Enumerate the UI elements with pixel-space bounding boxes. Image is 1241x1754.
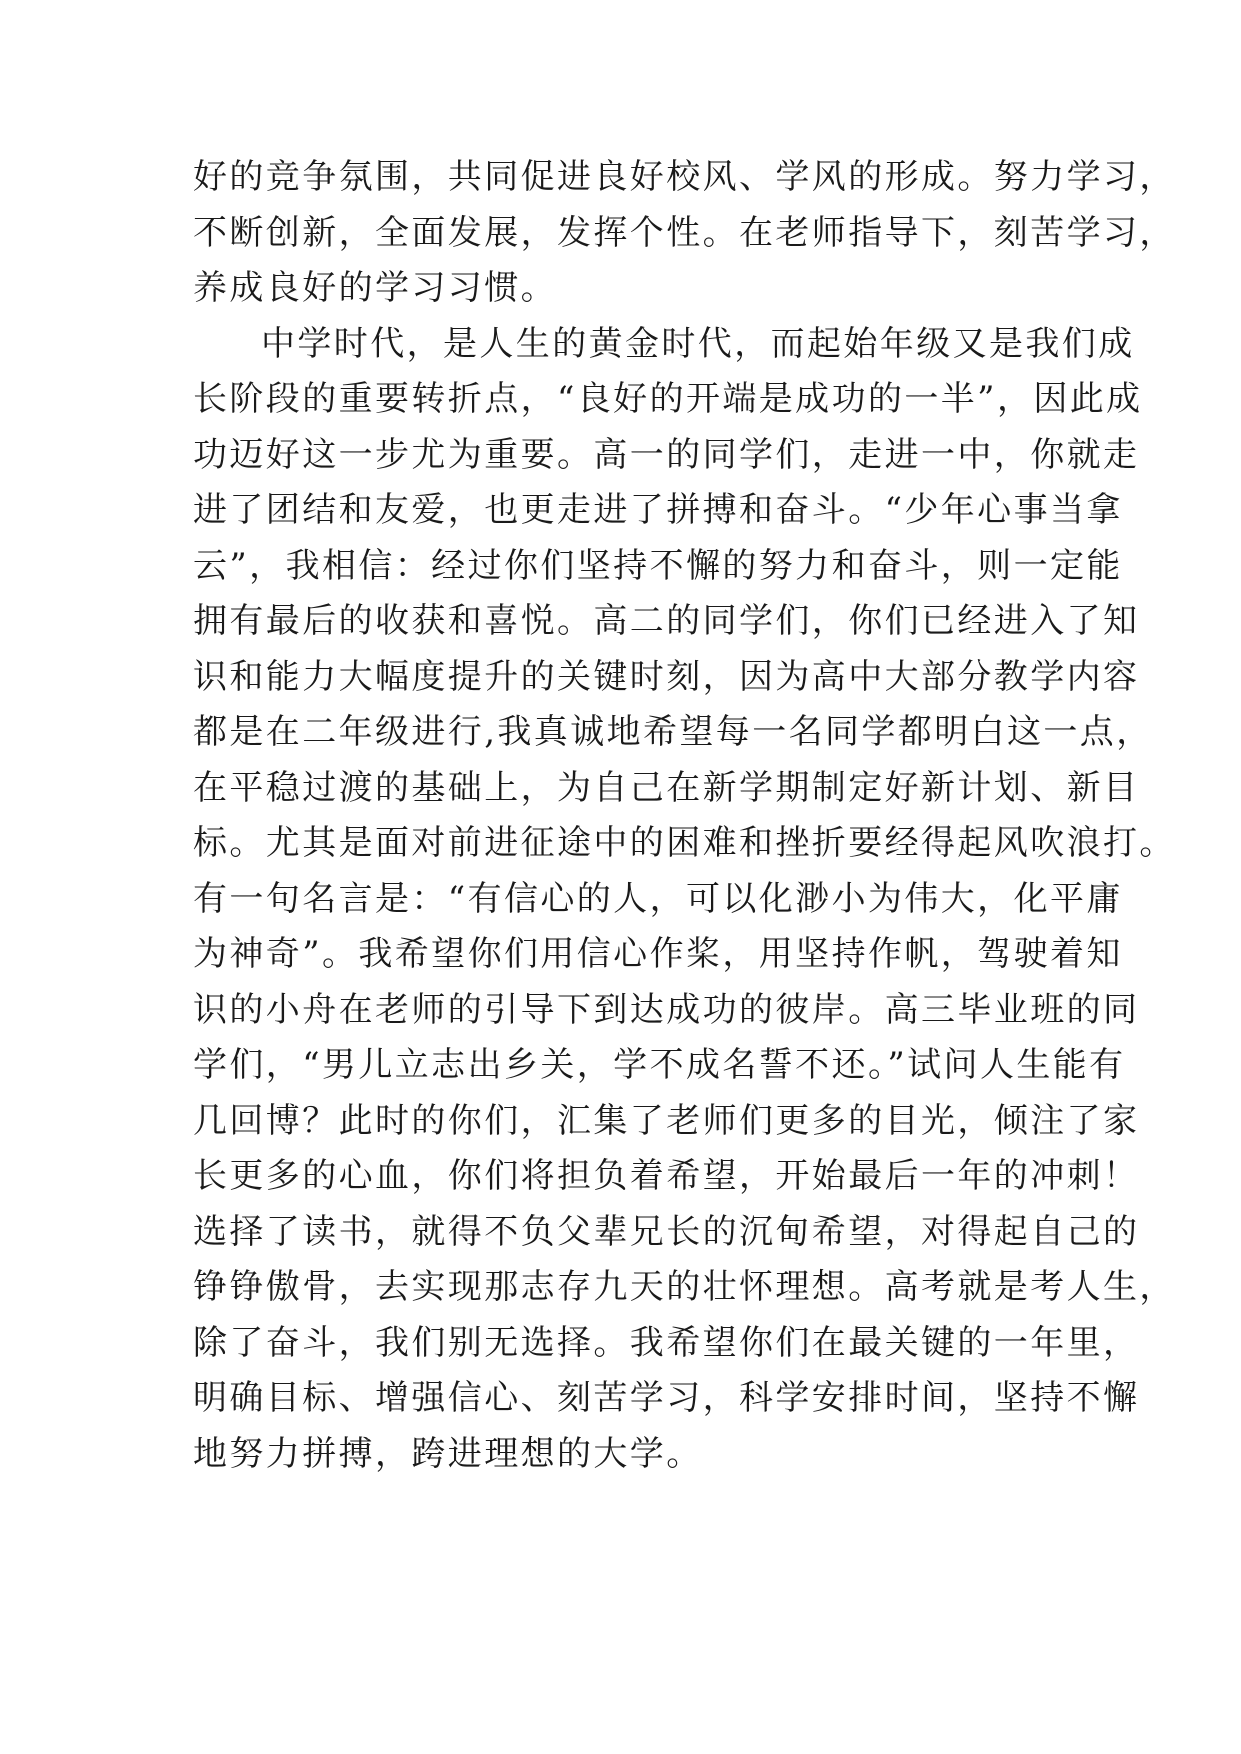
paragraph-2-line-3: 功迈好这一步尤为重要。高一的同学们，走进一中，你就走	[193, 434, 1140, 475]
paragraph-1-line-1: 好的竞争氛围，共同促进良好校风、学风的形成。努力学习，	[193, 157, 1176, 197]
paragraph-2-line-7: 识和能力大幅度提升的关键时刻，因为高中大部分教学内容	[193, 656, 1140, 697]
paragraph-2-line-10: 标。尤其是面对前进征途中的困难和挫折要经得起风吹浪打。	[193, 823, 1176, 863]
paragraph-2-line-13: 识的小舟在老师的引导下到达成功的彼岸。高三毕业班的同	[193, 989, 1140, 1030]
paragraph-2-line-11: 有一句名言是：“有信心的人，可以化渺小为伟大，化平庸	[193, 878, 1123, 919]
paragraph-2-line-2: 长阶段的重要转折点，“良好的开端是成功的一半”，因此成	[193, 379, 1143, 419]
paragraph-2-line-15: 几回博？此时的你们，汇集了老师们更多的目光，倾注了家	[193, 1100, 1140, 1141]
paragraph-2-line-12: 为神奇”。我希望你们用信心作桨，用坚持作帆，驾驶着知	[193, 934, 1123, 974]
paragraph-2-line-5: 云”，我相信：经过你们坚持不懈的努力和奋斗，则一定能	[193, 545, 1123, 586]
paragraph-2-line-9: 在平稳过渡的基础上，为自己在新学期制定好新计划、新目	[193, 767, 1140, 808]
paragraph-2-line-18: 铮铮傲骨，去实现那志存九天的壮怀理想。高考就是考人生，	[193, 1267, 1176, 1307]
paragraph-2-line-16: 长更多的心血，你们将担负着希望，开始最后一年的冲刺！	[193, 1156, 1140, 1196]
document-body	[193, 150, 1176, 1482]
paragraph-2-line-8: 都是在二年级进行,我真诚地希望每一名同学都明白这一点，	[193, 712, 1153, 752]
paragraph-2-line-6: 拥有最后的收获和喜悦。高二的同学们，你们已经进入了知	[193, 601, 1140, 641]
paragraph-2-line-21: 地努力拼搏，跨进理想的大学。	[193, 1433, 703, 1474]
paragraph-2-line-20: 明确目标、增强信心、刻苦学习，科学安排时间，坚持不懈	[193, 1378, 1140, 1418]
paragraph-1-line-3: 养成良好的学习习惯。	[193, 268, 557, 308]
paragraph-1-line-2: 不断创新，全面发展，发挥个性。在老师指导下，刻苦学习，	[193, 212, 1176, 253]
paragraph-2-line-17: 选择了读书，就得不负父辈兄长的沉甸希望，对得起自己的	[193, 1211, 1140, 1252]
paragraph-2-line-14: 学们，“男儿立志出乡关，学不成名誓不还。”试问人生能有	[193, 1045, 1126, 1085]
paragraph-2-line-1: 中学时代，是人生的黄金时代，而起始年级又是我们成	[261, 323, 1135, 364]
paragraph-2-line-19: 除了奋斗，我们别无选择。我希望你们在最关键的一年里，	[193, 1322, 1140, 1363]
paragraph-2-line-4: 进了团结和友爱，也更走进了拼搏和奋斗。“少年心事当拿	[193, 490, 1123, 530]
